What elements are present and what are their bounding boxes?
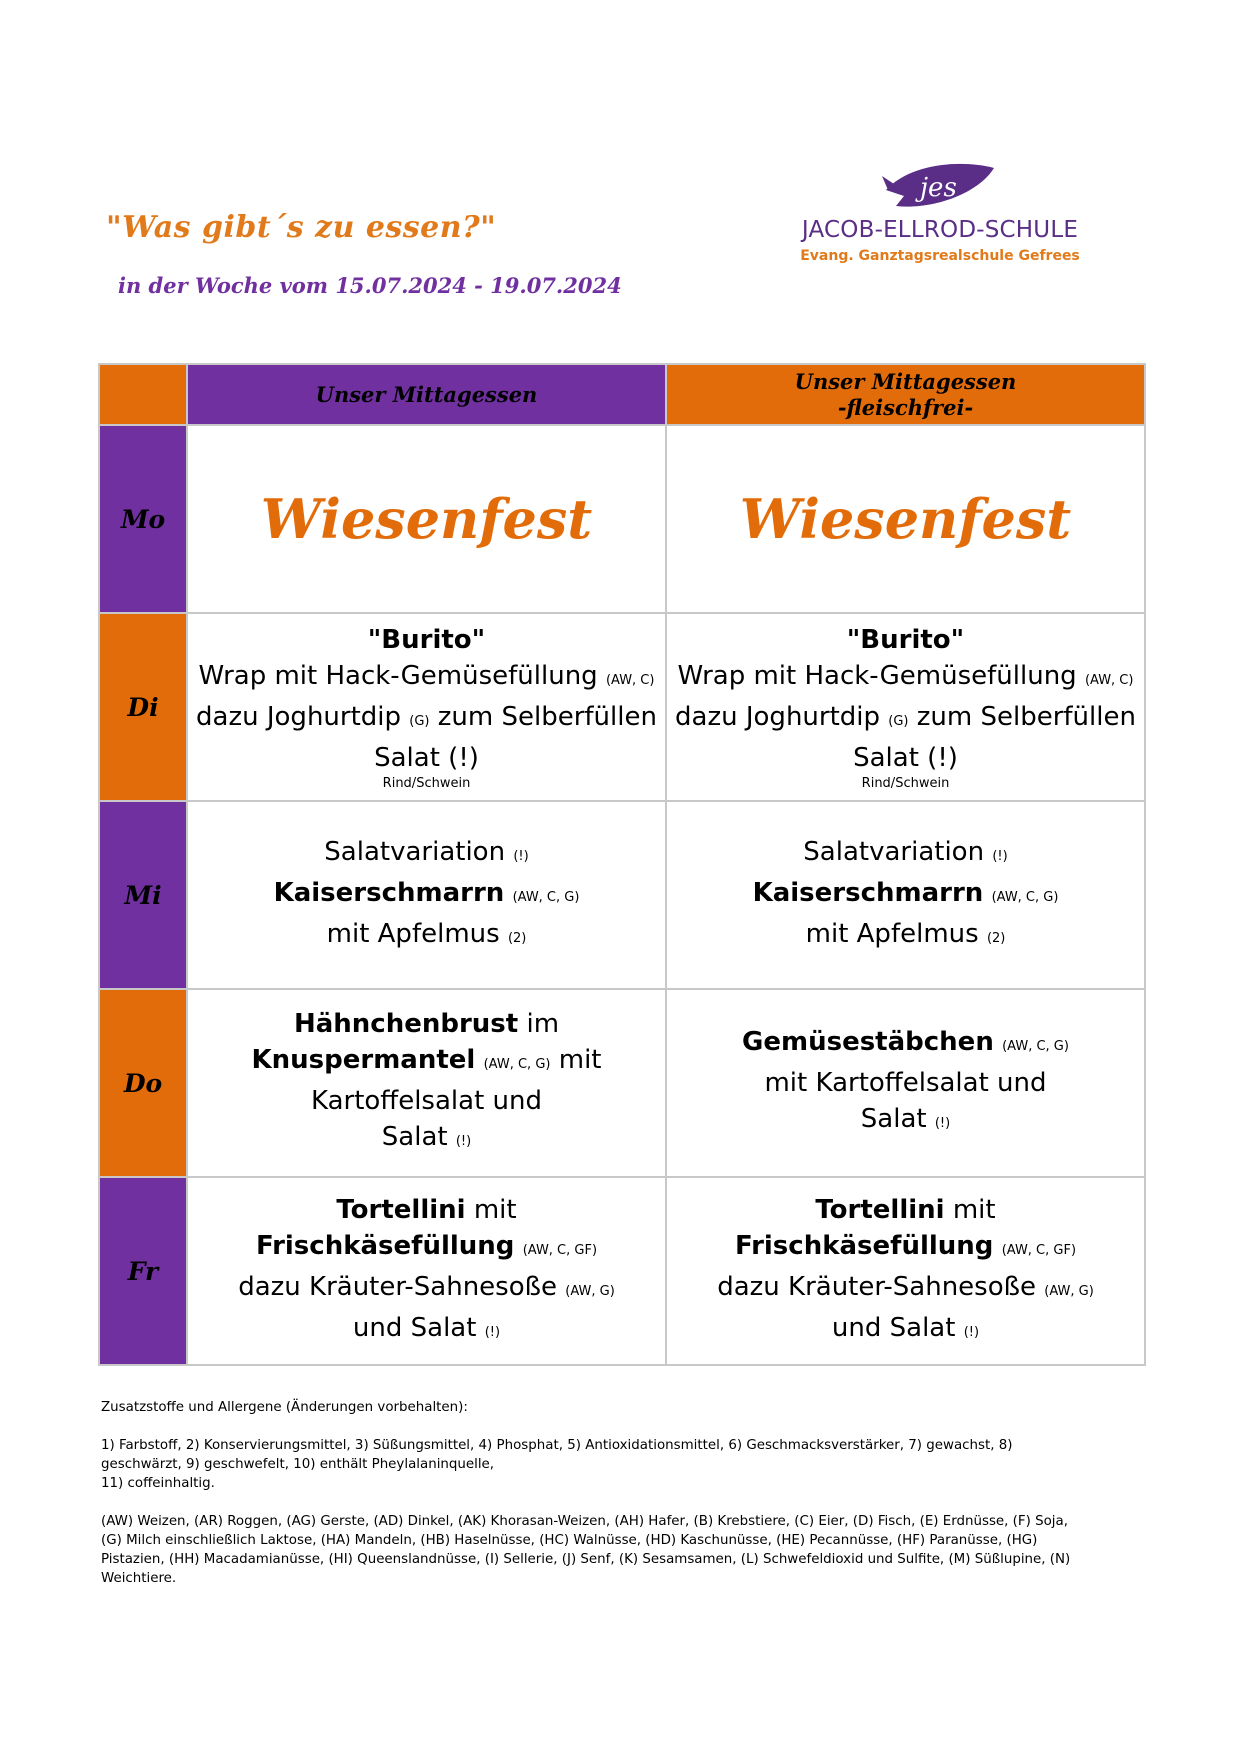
dish-cell: "Burito" Wrap mit Hack-Gemüsefüllung (AW, C) dazu Joghurtdip (G) zum Selberfüllen Salat (!) Rind/Schwein (666, 613, 1145, 801)
table-row (99, 1177, 1145, 1365)
day-label: Do (99, 989, 187, 1177)
allergen-notes (101, 1398, 1091, 1607)
table-row (99, 989, 1145, 1177)
table-row (99, 613, 1145, 801)
dish-cell: Wiesenfest (666, 425, 1145, 613)
dish-cell: Tortellini mit Frischkäsefüllung (AW, C, GF) dazu Kräuter-Sahnesoße (AW, G) und Salat (!) (187, 1177, 666, 1365)
table-row (99, 425, 1145, 613)
day-label: Di (99, 613, 187, 801)
day-label: Fr (99, 1177, 187, 1365)
dish-cell: Salatvariation (!) Kaiserschmarrn (AW, C, G) mit Apfelmus (2) (187, 801, 666, 989)
additives-list: 1) Farbstoff, 2) Konservierungsmittel, 3) Süßungsmittel, 4) Phosphat, 5) Antioxidationsmittel, 6) Geschmacksverstärker, 7) gewachst, 8) geschwärzt, 9) geschwefelt, 10) enthält Pheylalaninquelle, (101, 1438, 1013, 1472)
column-header-regular: Unser Mittagessen (187, 364, 666, 425)
corner-cell (99, 364, 187, 425)
dish-cell: "Burito" Wrap mit Hack-Gemüsefüllung (AW, C) dazu Joghurtdip (G) zum Selberfüllen Salat (!) Rind/Schwein (187, 613, 666, 801)
column-header-vegetarian: Unser Mittagessen -fleischfrei- (666, 364, 1145, 425)
dish-cell: Tortellini mit Frischkäsefüllung (AW, C, GF) dazu Kräuter-Sahnesoße (AW, G) und Salat (!) (666, 1177, 1145, 1365)
logo-mark-text: jes (920, 173, 957, 203)
notes-heading: Zusatzstoffe und Allergene (Änderungen vorbehalten): (101, 1400, 468, 1415)
table-row (99, 801, 1145, 989)
dish-cell: Hähnchenbrust im Knuspermantel (AW, C, G) mit Kartoffelsalat und Salat (!) (187, 989, 666, 1177)
week-range: in der Woche vom 15.07.2024 - 19.07.2024 (118, 273, 622, 298)
school-name: JACOB-ELLROD-SCHULE (801, 217, 1079, 243)
school-logo (800, 160, 1080, 270)
dish-cell: Gemüsestäbchen (AW, C, G) mit Kartoffelsalat und Salat (!) (666, 989, 1145, 1177)
table-header-row (99, 364, 1145, 425)
dish-cell: Salatvariation (!) Kaiserschmarrn (AW, C, G) mit Apfelmus (2) (666, 801, 1145, 989)
school-subtitle: Evang. Ganztagsrealschule Gefrees (800, 248, 1080, 264)
weekly-menu-table (98, 363, 1146, 1366)
day-label: Mo (99, 425, 187, 613)
day-label: Mi (99, 801, 187, 989)
page-title: "Was gibt´s zu essen?" (106, 210, 497, 245)
additives-list-cont: 11) coffeinhaltig. (101, 1476, 215, 1491)
fish-logo-icon (882, 160, 998, 216)
dish-cell: Wiesenfest (187, 425, 666, 613)
allergens-list: (AW) Weizen, (AR) Roggen, (AG) Gerste, (AD) Dinkel, (AK) Khorasan-Weizen, (AH) Hafer, (B) Krebstiere, (C) Eier, (D) Fisch, (E) Erdnüsse, (F) Soja, (G) Milch einschließlich Laktose, (HA) Mandeln, (HB) Haselnüsse, (HC) Walnüsse, (HD) Kaschunüsse, (HE) Pecannüsse, (HF) Paranüsse, (HG) Pistazien, (HH) Macadamianüsse, (HI) Queenslandnüsse, (I) Sellerie, (J) Senf, (K) Sesamsamen, (L) Schwefeldioxid und Sulfite, (M) Süßlupine, (N) Weichtiere. (101, 1514, 1071, 1586)
